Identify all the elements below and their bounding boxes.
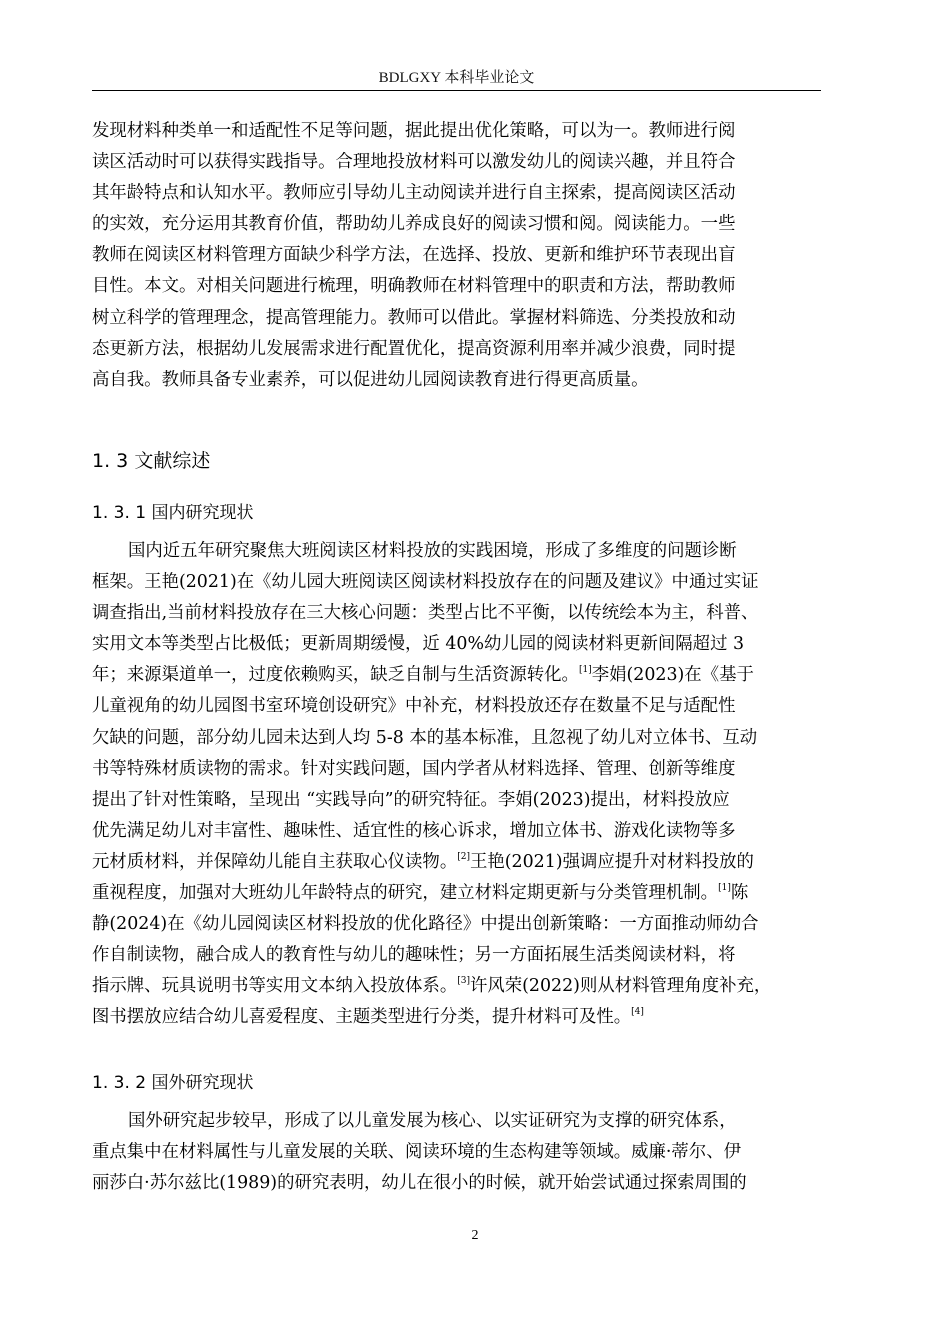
section-heading-1-3 [92,446,210,473]
text-line [92,847,823,878]
citation-ref: [2] [457,851,470,862]
text-line: 书等特殊材质读物的需求。针对实践问题，国内学者从材料选择、管理、创新等维度 [92,758,736,779]
text-span: 重视程度，加强对大班幼儿年龄特点的研究，建立材料定期更新与分类管理机制。 [92,883,719,904]
section-number: 1. 3. 2 [92,1073,147,1093]
section-number: 1. 3 [92,450,129,472]
text-line [92,971,823,1002]
section-title: 国外研究现状 [151,1073,254,1093]
text-line: 欠缺的问题，部分幼儿园未达到人均 5-8 本的基本标准，且忽视了幼儿对立体书、互动 [92,727,758,748]
text-line: 静(2024)在《幼儿园阅读区材料投放的优化路径》中提出创新策略：一方面推动师幼合 [92,914,759,935]
citation-ref: [1] [578,665,592,676]
text-line: 发现材料种类单一和适配性不足等问题，据此提出优化策略，可以为一。教师进行阅 [92,121,736,141]
text-line: 的实效，充分运用其教育价值，帮助幼儿养成良好的阅读习惯和阅。阅读能力。一些 [92,214,736,235]
text-line: 框架。王艳(2021)在《幼儿园大班阅读区阅读材料投放存在的问题及建议》中通过实证 [92,572,759,593]
text-line: 调查指出,当前材料投放存在三大核心问题：类型占比不平衡，以传统绘本为主，科普、 [92,603,759,624]
text-line [92,660,823,691]
text-line: 其年龄特点和认知水平。教师应引导幼儿主动阅读并进行自主探索，提高阅读区活动 [92,183,736,204]
section-number: 1. 3. 1 [92,503,147,523]
text-span: 图书摆放应结合幼儿喜爱程度、主题类型进行分类，提升材料可及性。 [92,1007,632,1028]
text-line: 实用文本等类型占比极低；更新周期缓慢，近 40%幼儿园的阅读材料更新间隔超过 3 [92,634,745,655]
page-number: 2 [471,1228,479,1243]
text-line [92,878,823,909]
text-line: 读区活动时可以获得实践指导。合理地投放材料可以激发幼儿的阅读兴趣，并且符合 [92,152,736,173]
text-line: 儿童视角的幼儿园图书室环境创设研究》中补充，材料投放还存在数量不足与适配性 [92,696,736,717]
text-span: 王艳(2021)强调应提升对材料投放的 [469,851,754,872]
citation-ref: [1] [718,883,731,894]
section-heading-1-3-2 [92,1068,253,1093]
text-line: 提出了针对性策略，呈现出 “实践导向”的研究特征。李娟(2023)提出，材料投放应 [92,789,730,810]
text-line: 目性。本文。对相关问题进行梳理，明确教师在材料管理中的职责和方法，帮助教师 [92,276,736,297]
text-line [92,1002,823,1033]
text-span: 年；来源渠道单一，过度依赖购买，缺乏自制与生活资源转化。 [92,665,579,686]
text-line: 丽莎白·苏尔兹比(1989)的研究表明，幼儿在很小的时候，就开始尝试通过探索周围的 [92,1173,747,1194]
paragraph-domestic-research [92,536,823,1034]
text-line: 高自我。教师具备专业素养，可以促进幼儿园阅读教育进行得更高质量。 [92,369,649,390]
text-span: 陈 [730,883,749,904]
text-line: 国内近五年研究聚焦大班阅读区材料投放的实践困境，形成了多维度的问题诊断 [128,541,737,561]
paragraph-foreign-research [92,1106,823,1199]
text-line: 国外研究起步较早，形成了以儿童发展为核心、以实证研究为支撑的研究体系， [128,1111,737,1131]
text-span: 元材质材料，并保障幼儿能自主获取心仪读物。 [92,851,458,872]
text-line: 作自制读物，融合成人的教育性与幼儿的趣味性；另一方面拓展生活类阅读材料，将 [92,945,736,966]
text-span: 许风荣(2022)则从材料管理角度补充， [469,976,772,997]
running-header: BDLGXY 本科毕业论文 [378,70,535,86]
text-line: 教师在阅读区材料管理方面缺少科学方法，在选择、投放、更新和维护环节表现出盲 [92,245,736,266]
citation-ref: [3] [457,976,470,987]
text-span: 李娟(2023)在《基于 [591,665,754,686]
section-title: 国内研究现状 [151,503,254,523]
text-line: 态更新方法，根据幼儿发展需求进行配置优化，提高资源利用率并减少浪费，同时提 [92,338,736,359]
text-span: 指示牌、玩具说明书等实用文本纳入投放体系。 [92,976,458,997]
citation-ref: [4] [631,1007,644,1018]
section-title: 文献综述 [134,450,211,472]
section-heading-1-3-1 [92,498,253,523]
text-line: 重点集中在材料属性与儿童发展的关联、阅读环境的生态构建等领域。威廉·蒂尔、伊 [92,1142,741,1163]
header-rule [92,90,821,91]
text-line: 优先满足幼儿对丰富性、趣味性、适宜性的核心诉求，增加立体书、游戏化读物等多 [92,820,736,841]
paragraph-intro-continuation [92,116,823,396]
text-line: 树立科学的管理理念，提高管理能力。教师可以借此。掌握材料筛选、分类投放和动 [92,307,736,328]
